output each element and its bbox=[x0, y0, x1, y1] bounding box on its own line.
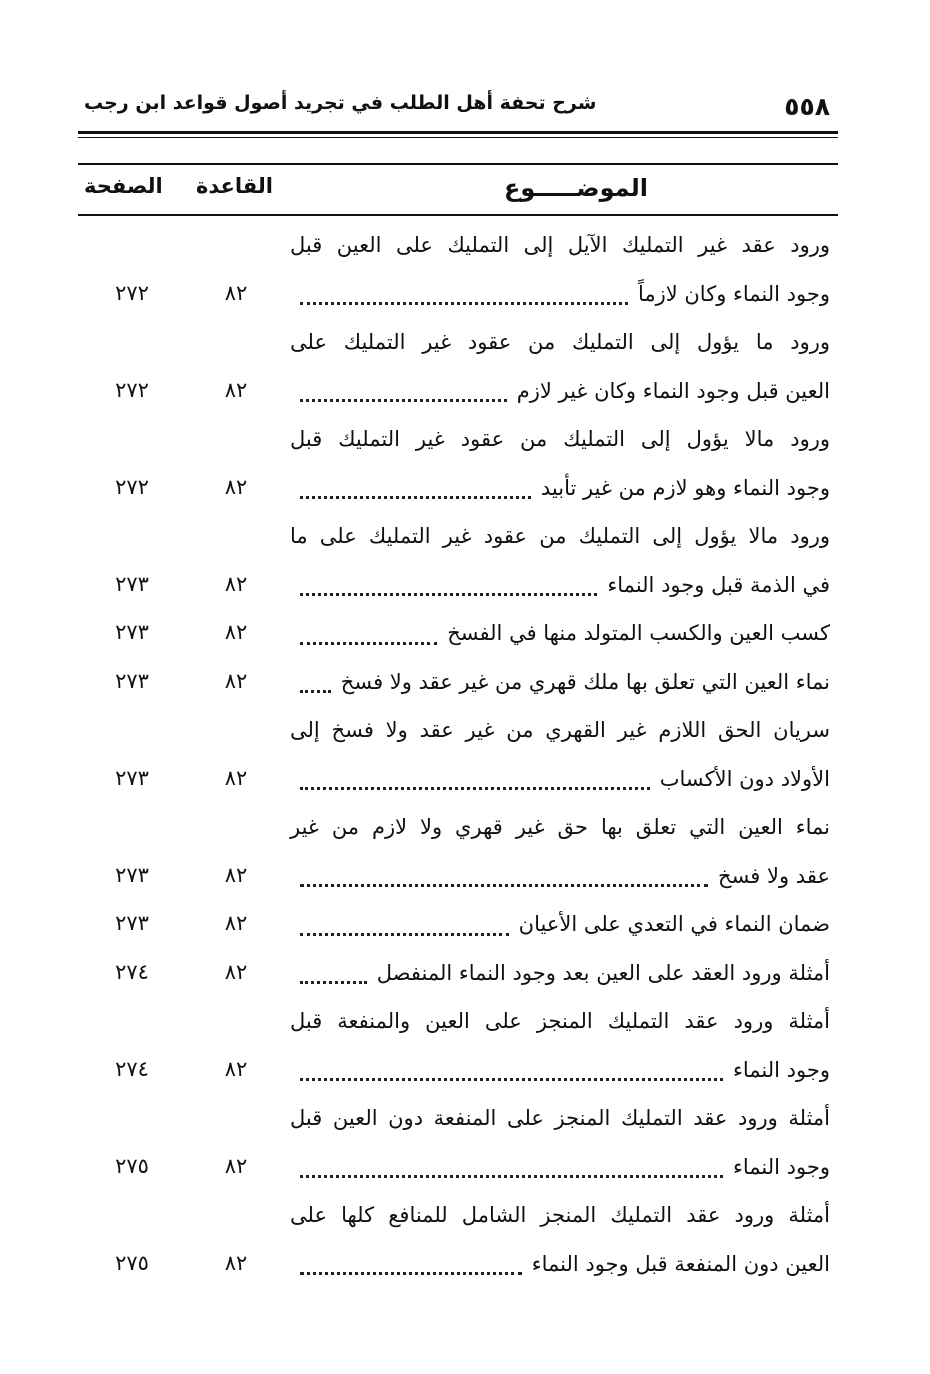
dot-leader bbox=[300, 302, 628, 305]
index-entry bbox=[78, 659, 838, 708]
entry-line bbox=[78, 707, 838, 756]
entry-page-number: ٢٧٣ bbox=[115, 911, 149, 935]
entry-page-number: ٢٧٣ bbox=[115, 862, 149, 887]
entry-line bbox=[78, 950, 838, 999]
entry-topic-text: نماء العين التي تعلق بها ملك قهري من غير عقد ولا فسخ bbox=[340, 669, 830, 694]
entry-topic-text: العين قبل وجود النماء وكان غير لازم bbox=[516, 378, 830, 403]
entry-rule-number: ٨٢ bbox=[224, 571, 248, 596]
entry-line bbox=[78, 853, 838, 902]
header-rule-thick bbox=[78, 131, 838, 134]
entry-page-number: ٢٧٤ bbox=[115, 1056, 149, 1081]
column-header-page: الصفحة bbox=[84, 174, 163, 198]
entry-line bbox=[78, 1047, 838, 1096]
dot-leader bbox=[300, 933, 509, 936]
index-entry bbox=[78, 950, 838, 999]
dot-leader bbox=[300, 1078, 723, 1081]
entry-topic-text: الأولاد دون الأكساب bbox=[659, 766, 830, 791]
column-header-topic: الموضـــــوع bbox=[503, 174, 648, 202]
index-entry bbox=[78, 513, 838, 610]
entry-line bbox=[78, 319, 838, 368]
page-number: ٥٥٨ bbox=[784, 92, 830, 121]
entry-topic-text: ورود عقد غير التمليك الآيل إلى التمليك على العين قبل bbox=[290, 233, 830, 257]
entry-line bbox=[78, 271, 838, 320]
dot-leader bbox=[300, 399, 507, 402]
entry-topic-text: نماء العين التي تعلق بها حق غير قهري ولا لازم من غير bbox=[290, 815, 830, 839]
entry-rule-number: ٨٢ bbox=[224, 959, 248, 984]
entry-rule-number: ٨٢ bbox=[224, 668, 248, 693]
index-entries bbox=[78, 222, 838, 1289]
entry-topic-text: أمثلة ورود عقد التمليك المنجز على المنفعة دون العين قبل bbox=[290, 1106, 830, 1130]
index-entry bbox=[78, 1095, 838, 1192]
entry-topic-text: عقد ولا فسخ bbox=[718, 863, 830, 888]
running-header bbox=[78, 86, 838, 124]
dot-leader bbox=[300, 1272, 522, 1275]
entry-rule-number: ٨٢ bbox=[224, 1153, 248, 1178]
dot-leader bbox=[300, 642, 437, 645]
entry-line bbox=[78, 1095, 838, 1144]
entry-rule-number: ٨٢ bbox=[224, 620, 248, 644]
entry-line bbox=[78, 416, 838, 465]
entry-page-number: ٢٧٣ bbox=[115, 571, 149, 596]
index-entry bbox=[78, 707, 838, 804]
entry-page-number: ٢٧٣ bbox=[115, 668, 149, 693]
entry-topic-text: وجود النماء bbox=[733, 1057, 830, 1082]
header-rule-thin bbox=[78, 137, 838, 138]
entry-topic-text: ورود مالا يؤول إلى التمليك من عقود غير التمليك على ما bbox=[290, 524, 830, 548]
index-entry bbox=[78, 319, 838, 416]
dot-leader bbox=[300, 884, 708, 887]
index-entry bbox=[78, 610, 838, 659]
entry-rule-number: ٨٢ bbox=[224, 377, 248, 402]
entry-line bbox=[78, 756, 838, 805]
entry-rule-number: ٨٢ bbox=[224, 474, 248, 499]
entry-rule-number: ٨٢ bbox=[224, 765, 248, 790]
entry-topic-text: ورود مالا يؤول إلى التمليك من عقود غير التمليك قبل bbox=[290, 427, 830, 451]
column-header-rule: القاعدة bbox=[196, 174, 273, 198]
entry-line bbox=[78, 901, 838, 950]
entry-topic-text: كسب العين والكسب المتولد منها في الفسخ bbox=[447, 621, 830, 645]
entry-line bbox=[78, 562, 838, 611]
entry-topic-text: وجود النماء bbox=[733, 1154, 830, 1179]
entry-page-number: ٢٧٥ bbox=[115, 1153, 149, 1178]
entry-page-number: ٢٧٢ bbox=[115, 377, 149, 402]
entry-rule-number: ٨٢ bbox=[224, 1056, 248, 1081]
entry-topic-text: أمثلة ورود عقد التمليك المنجز الشامل للمنافع كلها على bbox=[290, 1203, 830, 1227]
entry-topic-text: ورود ما يؤول إلى التمليك من عقود غير التمليك على bbox=[290, 330, 830, 354]
entry-line bbox=[78, 659, 838, 708]
index-entry bbox=[78, 804, 838, 901]
index-entry bbox=[78, 1192, 838, 1289]
entry-line bbox=[78, 1241, 838, 1290]
entry-topic-text: أمثلة ورود عقد التمليك المنجز على العين والمنفعة قبل bbox=[290, 1009, 830, 1033]
table-head-rule bbox=[78, 214, 838, 216]
dot-leader bbox=[300, 690, 331, 693]
entry-topic-text: أمثلة ورود العقد على العين بعد وجود النماء المنفصل bbox=[376, 960, 830, 985]
dot-leader bbox=[300, 593, 597, 596]
entry-page-number: ٢٧٢ bbox=[115, 474, 149, 499]
column-headers bbox=[78, 168, 838, 212]
entry-line bbox=[78, 610, 838, 659]
entry-line bbox=[78, 804, 838, 853]
entry-rule-number: ٨٢ bbox=[224, 862, 248, 887]
entry-page-number: ٢٧٣ bbox=[115, 620, 149, 644]
entry-line bbox=[78, 1192, 838, 1241]
dot-leader bbox=[300, 1175, 723, 1178]
entry-line bbox=[78, 368, 838, 417]
entry-topic-text: في الذمة قبل وجود النماء bbox=[607, 572, 830, 597]
entry-page-number: ٢٧٢ bbox=[115, 280, 149, 305]
entry-topic-text: وجود النماء وهو لازم من غير تأبيد bbox=[540, 475, 830, 500]
entry-line bbox=[78, 1144, 838, 1193]
entry-page-number: ٢٧٥ bbox=[115, 1250, 149, 1275]
entry-line bbox=[78, 222, 838, 271]
book-title: شرح تحفة أهل الطلب في تجريد أصول قواعد ابن رجب bbox=[84, 92, 597, 114]
table-top-rule bbox=[78, 163, 838, 165]
dot-leader bbox=[300, 496, 531, 499]
entry-line bbox=[78, 513, 838, 562]
entry-rule-number: ٨٢ bbox=[224, 911, 248, 935]
entry-line bbox=[78, 998, 838, 1047]
entry-line bbox=[78, 465, 838, 514]
index-entry bbox=[78, 998, 838, 1095]
entry-page-number: ٢٧٣ bbox=[115, 765, 149, 790]
entry-topic-text: وجود النماء وكان لازماً bbox=[637, 281, 830, 306]
entry-rule-number: ٨٢ bbox=[224, 280, 248, 305]
entry-topic-text: سريان الحق اللازم غير القهري من غير عقد ولا فسخ إلى bbox=[290, 718, 830, 742]
index-entry bbox=[78, 416, 838, 513]
entry-rule-number: ٨٢ bbox=[224, 1250, 248, 1275]
entry-topic-text: العين دون المنفعة قبل وجود النماء bbox=[531, 1251, 830, 1276]
dot-leader bbox=[300, 981, 367, 984]
entry-page-number: ٢٧٤ bbox=[115, 959, 149, 984]
entry-topic-text: ضمان النماء في التعدي على الأعيان bbox=[518, 912, 830, 936]
index-entry bbox=[78, 901, 838, 950]
index-entry bbox=[78, 222, 838, 319]
dot-leader bbox=[300, 787, 650, 790]
